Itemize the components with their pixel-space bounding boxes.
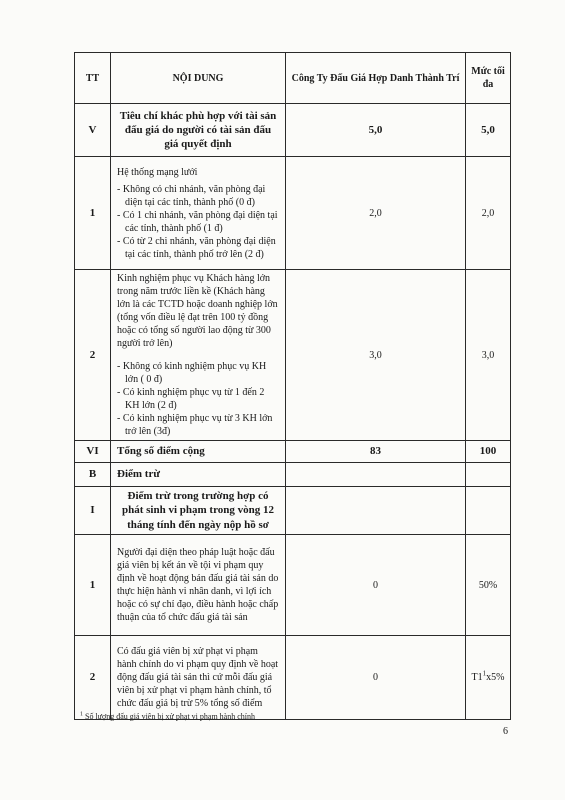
row-content — [111, 270, 286, 441]
list-item: - Có kinh nghiệm phục vụ từ 3 KH lớn trở lên (3đ) — [117, 412, 279, 438]
max-suffix: x5% — [486, 672, 505, 683]
row-company-score: 0 — [286, 535, 466, 636]
row-tt: 1 — [75, 535, 111, 636]
footnote-text: Số lượng đấu giá viên bị xử phạt vi phạm hành chính — [85, 712, 255, 721]
row-max-score: 5,0 — [466, 104, 511, 157]
footnote-ref: 1 — [482, 669, 487, 678]
list-item: - Có từ 2 chi nhánh, văn phòng đại diện tại các tỉnh, thành phố trở lên (2 đ) — [117, 235, 279, 261]
table-row — [75, 104, 511, 157]
row-max-score: 3,0 — [466, 270, 511, 441]
row-max-score: 2,0 — [466, 157, 511, 270]
row-tt: V — [75, 104, 111, 157]
footnote — [80, 712, 255, 721]
table-row — [75, 157, 511, 270]
table-row — [75, 535, 511, 636]
criteria-list — [117, 360, 279, 438]
row-title: Điểm trừ — [111, 463, 286, 487]
row-title: Có đấu giá viên bị xử phạt vi phạm hành chính do vi phạm quy định về hoạt động đấu giá tài sản thì cứ mỗi đấu giá viên bị xử phạt vi phạm hành chính, tổ chức đấu giá bị trừ 5% tổng số điểm — [111, 636, 286, 720]
table-row — [75, 636, 511, 720]
list-item: - Có 1 chi nhánh, văn phòng đại diện tại các tỉnh, thành phố (1 đ) — [117, 209, 279, 235]
row-title: Tổng số điểm cộng — [111, 441, 286, 463]
row-max-score: 100 — [466, 441, 511, 463]
table-row — [75, 441, 511, 463]
list-item: - Không có kinh nghiệm phục vụ KH lớn ( 0 đ) — [117, 360, 279, 386]
row-title: Điểm trừ trong trường hợp có phát sinh vi phạm trong vòng 12 tháng tính đến ngày nộp hồ sơ — [111, 487, 286, 535]
scoring-table — [74, 52, 511, 720]
row-tt: 2 — [75, 270, 111, 441]
row-title: Kinh nghiệm phục vụ Khách hàng lớn trong năm trước liền kề (Khách hàng lớn là các TCTD hoặc doanh nghiệp lớn (tổng vốn điều lệ đạt trên 100 tỷ đồng hoặc có tổng số người lao động từ 300 người trở lên) — [117, 273, 278, 349]
table-row — [75, 270, 511, 441]
row-company-score: 3,0 — [286, 270, 466, 441]
row-company-score: 5,0 — [286, 104, 466, 157]
row-max-score: 50% — [466, 535, 511, 636]
header-tt: TT — [75, 53, 111, 104]
row-title: Người đại diện theo pháp luật hoặc đấu giá viên bị kết án về tội vi phạm quy định về hoạt động bán đấu giá tài sản do thực hiện hành vi nhân danh, vì lợi ích hoặc có sự chỉ đạo, điều hành hoặc chấp thuận của tổ chức đấu giá tài sản — [111, 535, 286, 636]
list-item: - Không có chi nhánh, văn phòng đại diện tại các tỉnh, thành phố (0 đ) — [117, 183, 279, 209]
row-tt: 1 — [75, 157, 111, 270]
max-prefix: T1 — [471, 672, 483, 683]
row-tt: 2 — [75, 636, 111, 720]
row-company-score: 83 — [286, 441, 466, 463]
criteria-list — [117, 183, 279, 261]
row-max-score — [466, 463, 511, 487]
list-item: - Có kinh nghiệm phục vụ từ 1 đến 2 KH lớn (2 đ) — [117, 386, 279, 412]
table-row — [75, 463, 511, 487]
row-title: Hệ thống mạng lưới — [117, 166, 198, 178]
page-number: 6 — [503, 726, 508, 737]
header-company: Công Ty Đấu Giá Hợp Danh Thành Trí — [286, 53, 466, 104]
row-tt: VI — [75, 441, 111, 463]
row-tt: B — [75, 463, 111, 487]
row-tt: I — [75, 487, 111, 535]
row-company-score — [286, 487, 466, 535]
row-max-score — [466, 636, 511, 720]
table-header-row — [75, 53, 511, 104]
row-title: Tiêu chí khác phù hợp với tài sản đấu giá do người có tài sản đấu giá quyết định — [111, 104, 286, 157]
row-content — [111, 157, 286, 270]
footnote-marker: 1 — [80, 711, 83, 718]
header-noi-dung: NỘI DUNG — [111, 53, 286, 104]
row-company-score — [286, 463, 466, 487]
row-company-score: 2,0 — [286, 157, 466, 270]
row-max-score — [466, 487, 511, 535]
header-muc-toi-da: Mức tối đa — [466, 53, 511, 104]
table-row — [75, 487, 511, 535]
row-company-score: 0 — [286, 636, 466, 720]
